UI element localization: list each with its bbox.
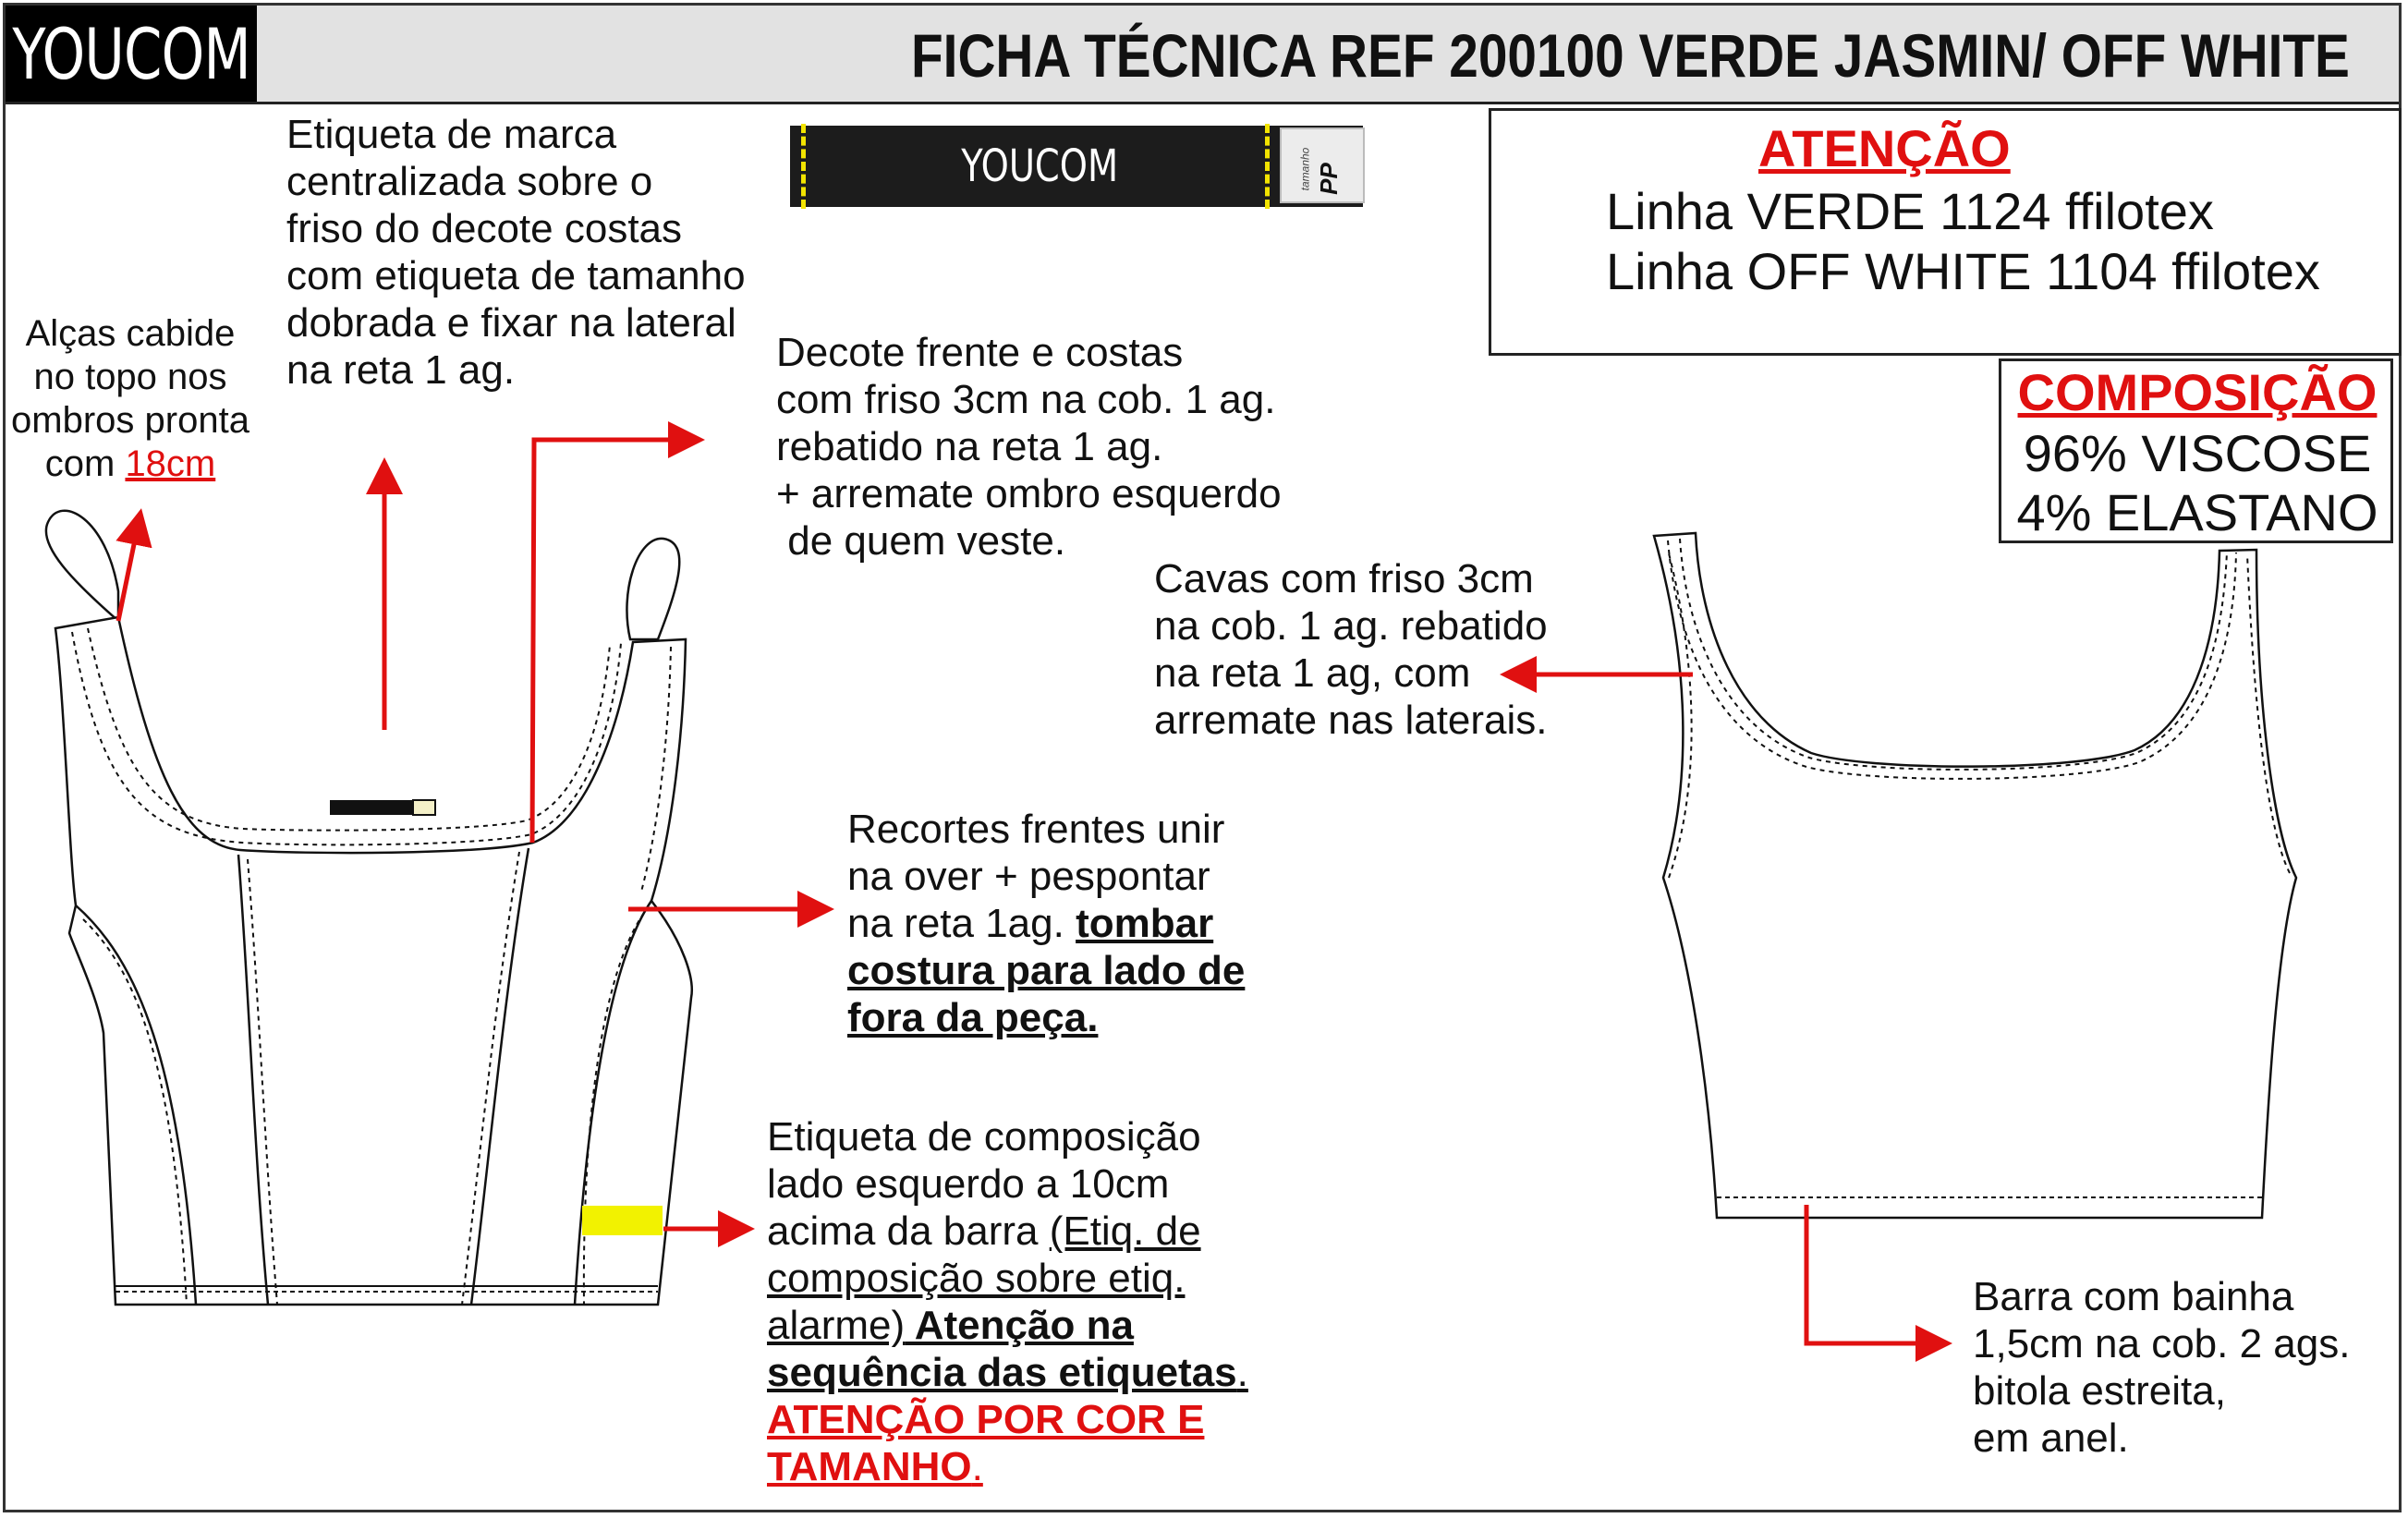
note-brand-label: Etiqueta de marca centralizada sobre o friso do decote costas com etiqueta de tamanho dobrada e fixar na lateral na reta 1 ag. [286,112,746,393]
left-strap-loop [46,511,118,621]
attention-line: Linha VERDE 1124 ffilotex [1606,182,2214,240]
right-strap-loop [626,539,679,639]
composition-line: 4% ELASTANO [2016,483,2378,541]
attention-line: Linha OFF WHITE 1104 ffilotex [1606,242,2320,300]
hem-arrow [1806,1205,1948,1343]
note-armholes: Cavas com friso 3cm na cob. 1 ag. rebatido na reta 1 ag, com arremate nas laterais. [1154,556,1548,743]
strap-length: 18cm [125,443,216,484]
front-view [46,511,692,1305]
note-composition-label: Etiqueta de composição lado esquerdo a 10cm acima da barra (Etiq. de composição sobre etiq. alarme) Atenção na sequência das etiquetas. ATENÇÃO POR COR E TAMANHO. [767,1114,1248,1489]
front-brand-label [330,800,413,815]
composition-line: 96% VISCOSE [2023,424,2372,482]
size-tag-value: PP [1314,163,1343,195]
composition-title: COMPOSIÇÃO [2017,363,2378,421]
label-brand-text: YOUCOM [961,140,1118,192]
composition-label-marker [582,1206,663,1235]
note-hem: Barra com bainha 1,5cm na cob. 2 ags. bitola estreita, em anel. [1973,1274,2351,1461]
brand-logo: YOUCOM [6,6,257,102]
note-neckline: Decote frente e costas com friso 3cm na cob. 1 ag. rebatido na reta 1 ag. + arremate ombro esquerdo de quem veste. [776,330,1282,564]
note-straps: Alças cabide no topo nos ombros pronta com 18cm [11,313,249,484]
note-panels: Recortes frentes unir na over + pespontar na reta 1ag. tombar costura para lado de fora da peça. [847,807,1246,1040]
attention-title: ATENÇÃO [1758,119,2011,177]
size-tag-word: tamanho [1298,147,1312,191]
back-body-outline [1654,533,2296,1218]
front-size-label [413,800,435,815]
back-view [1654,533,2296,1218]
page-title: FICHA TÉCNICA REF 200100 VERDE JASMIN/ OFF WHITE [911,21,2350,90]
strap-arrow [118,513,140,621]
